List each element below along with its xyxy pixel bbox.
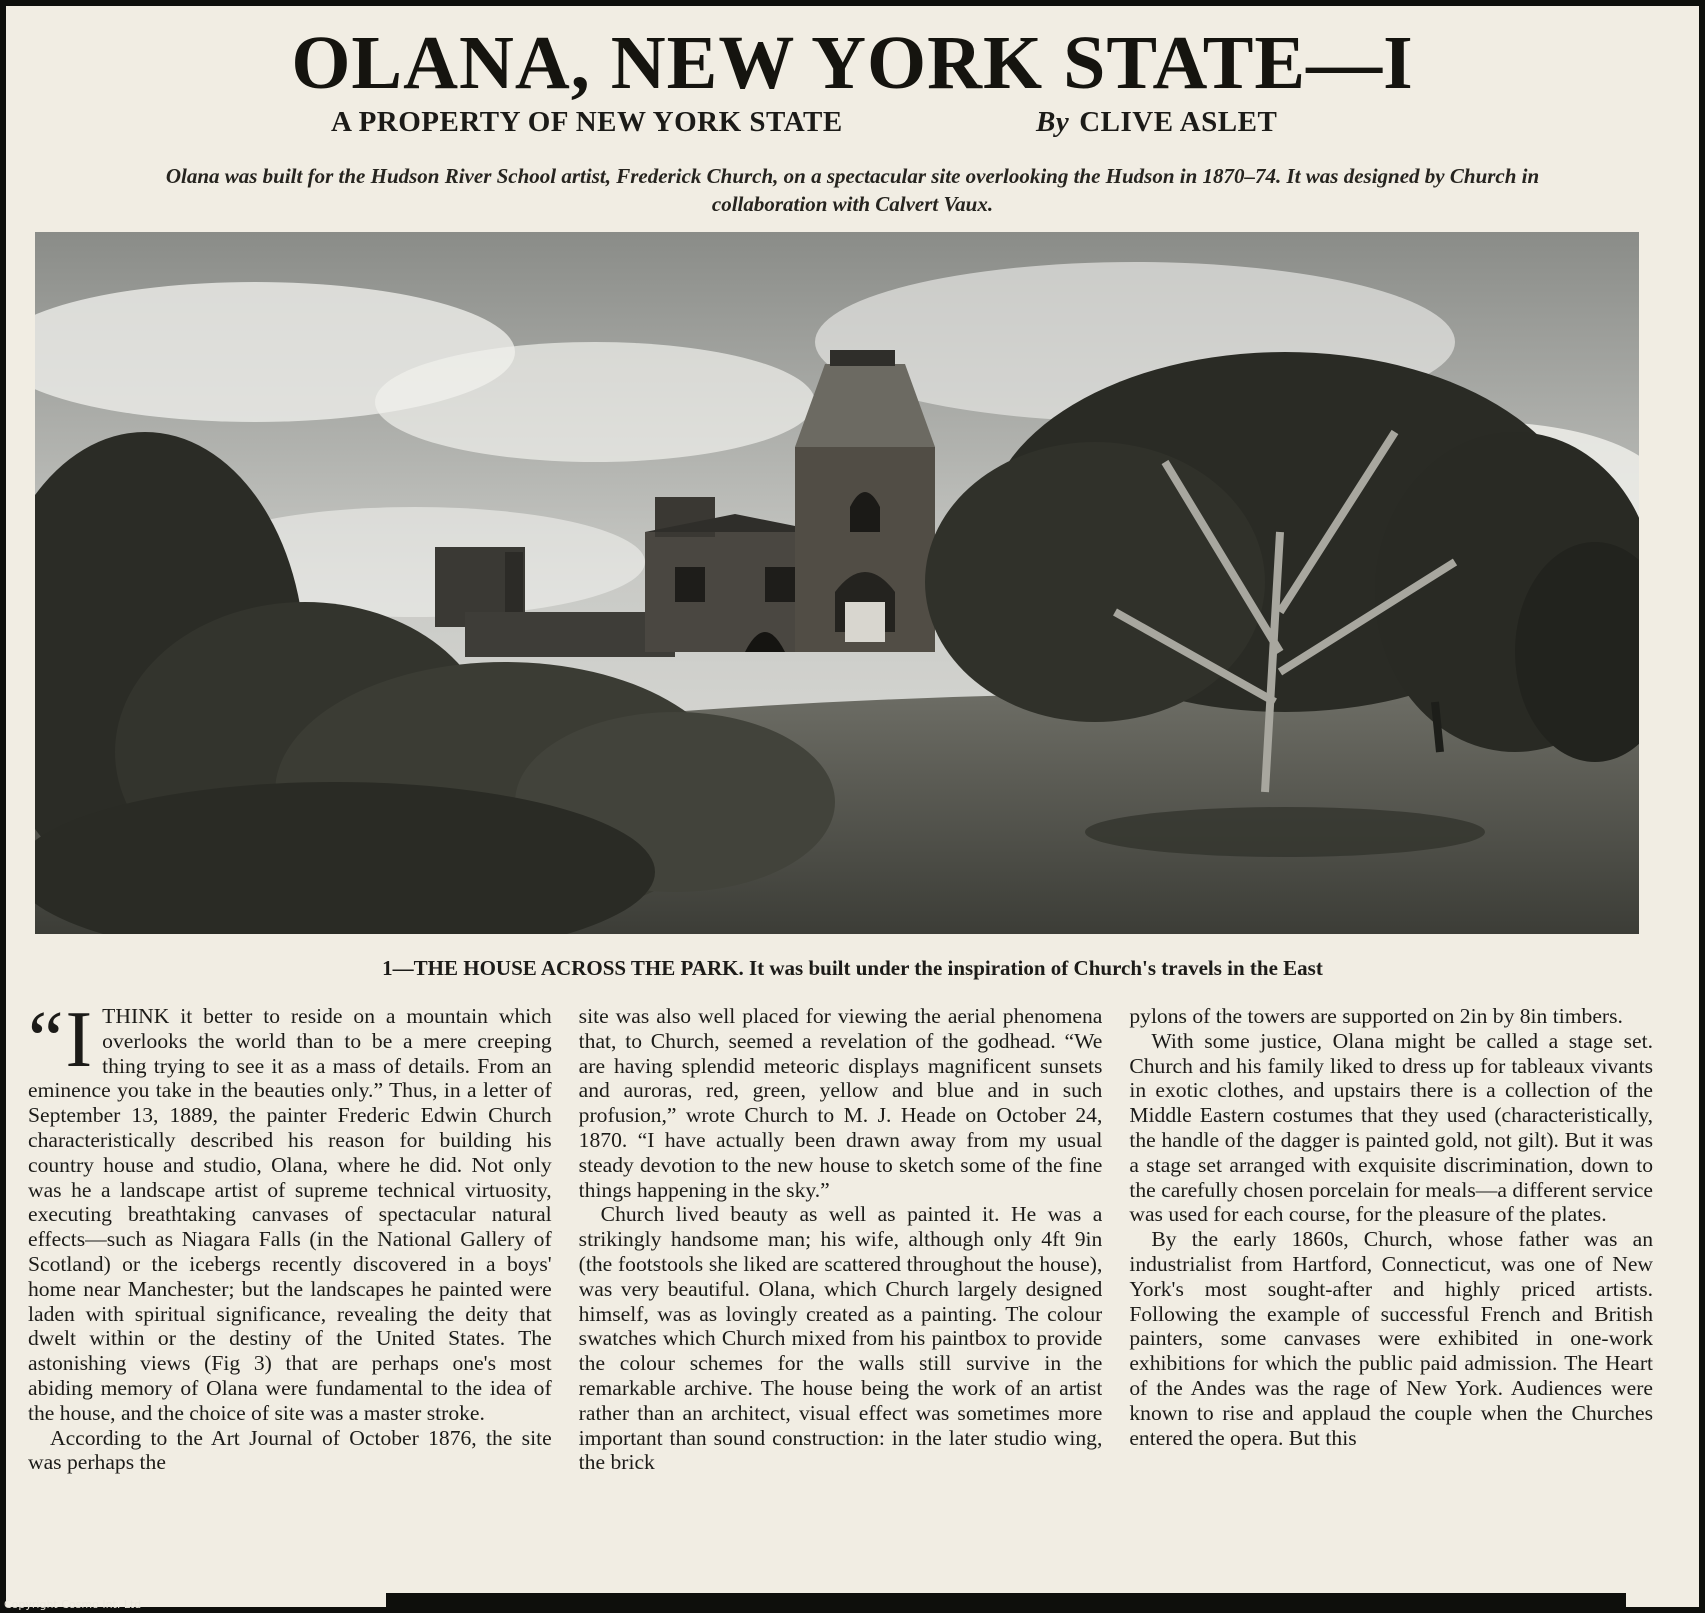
paragraph: site was also well placed for viewing the aerial phenomena that, to Church, seemed a revelation of the godhead. “We are having splendid meteoric displays magnificent sunsets and auroras, red, green, yellow and blue and in such profusion,” wrote Church to M. J. Heade on October 24, 1870. “I have actually been drawn away from my usual steady devotion to the new house to sketch some of the fine things happening in the sky.” xyxy=(578,1004,1103,1202)
paragraph: According to the Art Journal of October 1876, the site was perhaps the xyxy=(28,1425,552,1475)
drop-cap xyxy=(28,1004,93,1084)
author-name: CLIVE ASLET xyxy=(1079,106,1278,138)
column-3 xyxy=(1129,1004,1653,1604)
column-1 xyxy=(28,1004,552,1604)
drop-cap-letter: I xyxy=(65,1004,93,1084)
photo-illustration xyxy=(35,232,1639,934)
standfirst: Olana was built for the Hudson River School artist, Frederick Church, on a spectacular site overlooking the Hudson in 1870–74. It was designed by Church in collaboration with Calvert Vaux. xyxy=(165,164,1540,216)
opening-quote: “ xyxy=(28,1004,64,1084)
byline xyxy=(1036,106,1277,139)
paragraph xyxy=(28,1004,552,1426)
house-photograph xyxy=(35,232,1639,934)
article-title: OLANA, NEW YORK STATE—I xyxy=(291,21,1414,105)
article-subtitle: A PROPERTY OF NEW YORK STATE xyxy=(331,106,843,138)
magazine-page xyxy=(6,6,1699,1607)
byline-prefix: By xyxy=(1036,106,1070,138)
scan-edge xyxy=(386,1593,1626,1607)
paragraph-text: THINK it better to reside on a mountain which overlooks the world than to be a mere creeping thing trying to see it as a mass of details. From an eminence you take in the beauties only.” Thus, in a letter of September 13, 1889, the painter Frederic Edwin Church characteristically described his reason for building his country house and studio, Olana, where he did. Not only was he a landscape artist of supreme technical virtuosity, executing breathtaking canvases of spectacular natural effects—such as Niagara Falls (in the National Gallery of Scotland) or the icebergs recently discovered in a boys' home near Manchester; but the landscapes he painted were laden with spiritual significance, revealing the deity that dwelt within or the destiny of the United States. The astonishing views (Fig 3) that are perhaps one's most abiding memory of Olana were fundamental to the idea of the house, and the choice of site was a master stroke. xyxy=(28,1004,552,1425)
copyright-notice: Copyright Cosmo Int. Ltd xyxy=(4,1598,142,1611)
article-body xyxy=(28,1004,1653,1604)
figure-caption: 1—THE HOUSE ACROSS THE PARK. It was built under the inspiration of Church's travels in the East xyxy=(382,956,1323,980)
paragraph: By the early 1860s, Church, whose father was an industrialist from Hartford, Connecticut, was one of New York's most sought-after and highly priced artists. Following the example of successful French and British painters, some canvases were exhibited in one-work exhibitions for which the public paid admission. The Heart of the Andes was the rage of New York. Audiences were known to rise and applaud the couple when the Churches entered the opera. But this xyxy=(1129,1227,1654,1450)
paragraph: pylons of the towers are supported on 2in by 8in timbers. xyxy=(1129,1004,1623,1028)
paragraph: Church lived beauty as well as painted it. He was a strikingly handsome man; his wife, although only 4ft 9in (the footstools she liked are scattered throughout the house), was very beautiful. Olana, which Church largely designed himself, was as lovingly created as a painting. The colour swatches which Church mixed from his paintbox to provide the colour schemes for the walls still survive in the remarkable archive. The house being the work of an artist rather than an architect, visual effect was sometimes more important than sound construction: in the later studio wing, the brick xyxy=(578,1202,1103,1475)
column-2 xyxy=(579,1004,1103,1604)
paragraph: With some justice, Olana might be called a stage set. Church and his family liked to dress up for tableaux vivants in exotic clothes, and upstairs there is a collection of the Middle Eastern costumes that they used (characteristically, the handle of the dagger is painted gold, not gilt). But it was a stage set arranged with exquisite discrimination, down to the carefully chosen porcelain for meals—a different service was used for each course, for the pleasure of the plates. xyxy=(1129,1028,1654,1227)
